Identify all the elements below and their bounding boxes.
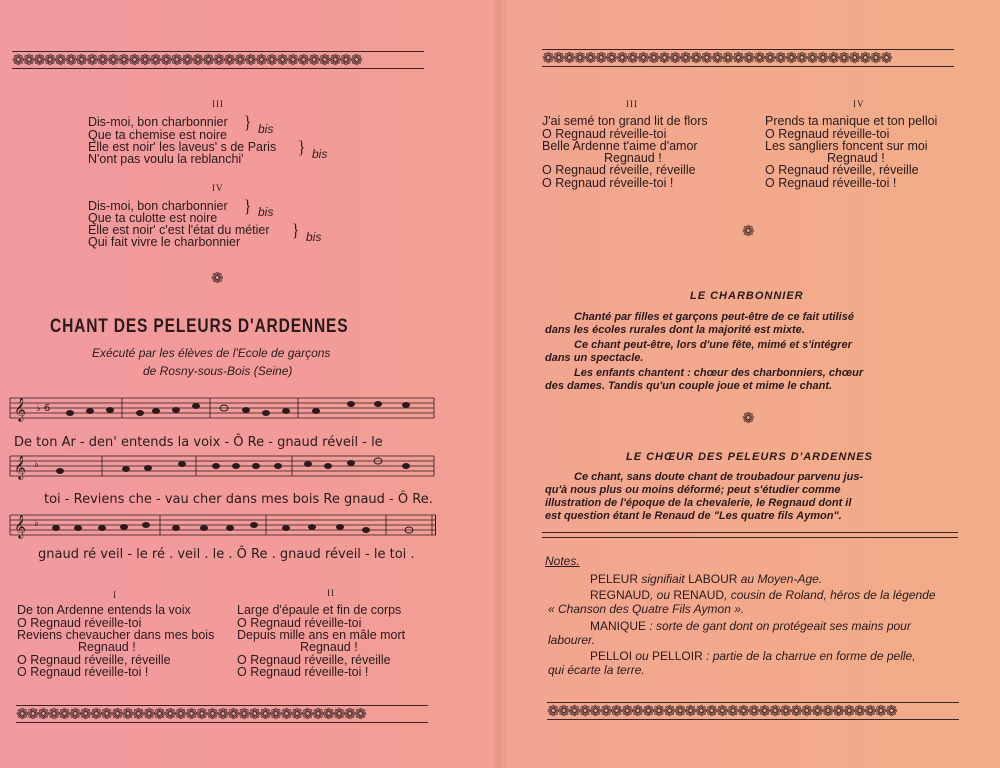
ornamental-border-top-right: ❁❁❁❁❁❁❁❁❁❁❁❁❁❁❁❁❁❁❁❁❁❁❁❁❁❁❁❁❁❁❁❁❁: [542, 49, 954, 67]
song-subtitle: Exécuté par les élèves de l'Ecole de garçons: [92, 346, 331, 360]
verse-line: Elle est noir' les laveus' s de Paris: [88, 140, 277, 154]
verse-line: O Regnaud réveille, réveille: [542, 163, 696, 177]
section-title-charbonnier: LE CHARBONNIER: [690, 290, 804, 302]
verse-line: Regnaud !: [827, 151, 885, 165]
music-staff-3: [6, 511, 436, 541]
note-regnaud: REGNAUD, ou RENAUD, cousin de Roland, héros de la légende: [590, 588, 936, 602]
verse-line: Que ta culotte est noire: [88, 211, 218, 225]
notes-label: Notes.: [545, 554, 580, 568]
paragraph-line: Ce chant peut-être, lors d'une fête, mimé et s'intégrer: [574, 339, 852, 351]
verse-line: Dis-moi, bon charbonnier: [88, 199, 228, 213]
verse-number: III: [212, 99, 224, 109]
verse-line: Regnaud !: [78, 640, 136, 654]
verse-line: O Regnaud réveille-toi !: [542, 176, 674, 190]
svg-text:♭: ♭: [34, 518, 39, 529]
bis-marker: bis: [306, 230, 322, 244]
verse-line: O Regnaud réveille, réveille: [765, 163, 919, 177]
note-pelloi-cont: qui écarte la terre.: [548, 663, 645, 677]
paragraph-line: dans un spectacle.: [545, 352, 644, 364]
paragraph-line: illustration de l'époque de la chevalerie, le Regnaud dont il: [545, 497, 852, 509]
flower-ornament-icon: ❁: [211, 269, 224, 287]
book-gutter: [492, 0, 508, 768]
paragraph-line: est question étant le Renaud de "Les quatre fils Aymon".: [545, 510, 842, 522]
verse-line: Regnaud !: [300, 640, 358, 654]
verse-line: Regnaud !: [604, 151, 662, 165]
verse-line: O Regnaud réveille, réveille: [237, 653, 391, 667]
verse-line: Elle est noir' c'est l'état du métier: [88, 223, 270, 237]
verse-line: O Regnaud réveille-toi: [765, 127, 890, 141]
song-title: CHANT DES PELEURS D'ARDENNES: [50, 316, 349, 337]
verse-line: Belle Ardenne t'aime d'amor: [542, 139, 698, 153]
ornamental-border-top-left: ❁❁❁❁❁❁❁❁❁❁❁❁❁❁❁❁❁❁❁❁❁❁❁❁❁❁❁❁❁❁❁❁❁: [12, 51, 424, 69]
verse-line: O Regnaud réveille-toi !: [237, 665, 369, 679]
verse-number: I: [113, 590, 117, 600]
ornamental-border-bottom-right: ❁❁❁❁❁❁❁❁❁❁❁❁❁❁❁❁❁❁❁❁❁❁❁❁❁❁❁❁❁❁❁❁❁: [547, 702, 959, 720]
brace: }: [298, 138, 306, 158]
paragraph-line: Chanté par filles et garçons peut-être de ce fait utilisé: [574, 311, 854, 323]
verse-line: Qui fait vivre le charbonnier: [88, 235, 241, 249]
note-manique: MANIQUE : sorte de gant dont on protégeait ses mains pour: [590, 619, 911, 633]
verse-line: O Regnaud réveille-toi: [237, 616, 362, 630]
verse-line: O Regnaud réveille, réveille: [17, 653, 171, 667]
note-peleur: PELEUR signifiait LABOUR au Moyen-Age.: [590, 572, 823, 586]
note-manique-cont: labourer.: [548, 633, 595, 647]
verse-line: De ton Ardenne entends la voix: [17, 603, 191, 617]
music-staff-1: [6, 394, 436, 424]
verse-line: N'ont pas voulu la reblanchi': [88, 152, 244, 166]
paragraph-line: qu'à nous plus ou moins déformé; peut s'étudier comme: [545, 484, 841, 496]
paragraph-line: des dames. Tandis qu'un couple joue et mime le chant.: [545, 380, 833, 392]
lyrics-line-3: gnaud ré veil - le ré . veil . le . Ô Re . gnaud réveil - le toi .: [38, 547, 415, 562]
divider: [542, 532, 958, 533]
verse-number: IV: [212, 183, 224, 193]
lyrics-line-1: De ton Ar - den' entends la voix - Ô Re - gnaud réveil - le: [14, 435, 383, 450]
verse-line: O Regnaud réveille-toi !: [765, 176, 897, 190]
verse-line: Les sangliers foncent sur moi: [765, 139, 928, 153]
verse-number: II: [327, 588, 335, 598]
svg-text:𝄞: 𝄞: [14, 514, 26, 538]
bis-marker: bis: [312, 147, 328, 161]
music-staff-2: [6, 452, 436, 482]
paragraph-line: dans les écoles rurales dont la majorité est mixte.: [545, 324, 805, 336]
svg-text:♭ 6: ♭ 6: [36, 403, 51, 414]
brace: }: [292, 221, 300, 241]
divider: [542, 537, 958, 538]
lyrics-line-2: toi - Reviens che - vau cher dans mes bois Re gnaud - Ô Re.: [44, 492, 433, 507]
flower-ornament-icon: ❁: [742, 222, 755, 240]
verse-number: IV: [853, 99, 865, 109]
verse-line: O Regnaud réveille-toi: [542, 127, 667, 141]
verse-line: Depuis mille ans en mâle mort: [237, 628, 406, 642]
bis-marker: bis: [258, 205, 274, 219]
svg-text:𝄞: 𝄞: [14, 397, 26, 421]
note-regnaud-cont: « Chanson des Quatre Fils Aymon ».: [548, 602, 745, 616]
paragraph-line: Les enfants chantent : chœur des charbonniers, chœur: [574, 367, 864, 379]
verse-line: Large d'épaule et fin de corps: [237, 603, 402, 617]
verse-line: Que ta chemise est noire: [88, 128, 227, 142]
paragraph-line: Ce chant, sans doute chant de troubadour parvenu jus-: [574, 471, 864, 483]
verse-line: O Regnaud réveille-toi: [17, 616, 142, 630]
brace: }: [244, 197, 252, 217]
svg-text:♭: ♭: [34, 459, 39, 470]
verse-line: O Regnaud réveille-toi !: [17, 665, 149, 679]
svg-text:𝄞: 𝄞: [14, 455, 26, 479]
verse-number: III: [626, 99, 638, 109]
ornamental-border-bottom-left: ❁❁❁❁❁❁❁❁❁❁❁❁❁❁❁❁❁❁❁❁❁❁❁❁❁❁❁❁❁❁❁❁❁: [16, 705, 428, 723]
flower-ornament-icon: ❁: [742, 409, 755, 427]
verse-line: Reviens chevaucher dans mes bois: [17, 628, 215, 642]
note-pelloi: PELLOI ou PELLOIR : partie de la charrue en forme de pelle,: [590, 649, 916, 663]
brace: }: [244, 113, 252, 133]
bis-marker: bis: [258, 122, 274, 136]
verse-line: Dis-moi, bon charbonnier: [88, 115, 228, 129]
verse-line: Prends ta manique et ton pelloi: [765, 114, 938, 128]
verse-line: J'ai semé ton grand lit de flors: [542, 114, 708, 128]
section-title-choeur: LE CHŒUR DES PELEURS D'ARDENNES: [626, 451, 873, 463]
song-subtitle-location: de Rosny-sous-Bois (Seine): [143, 364, 293, 378]
